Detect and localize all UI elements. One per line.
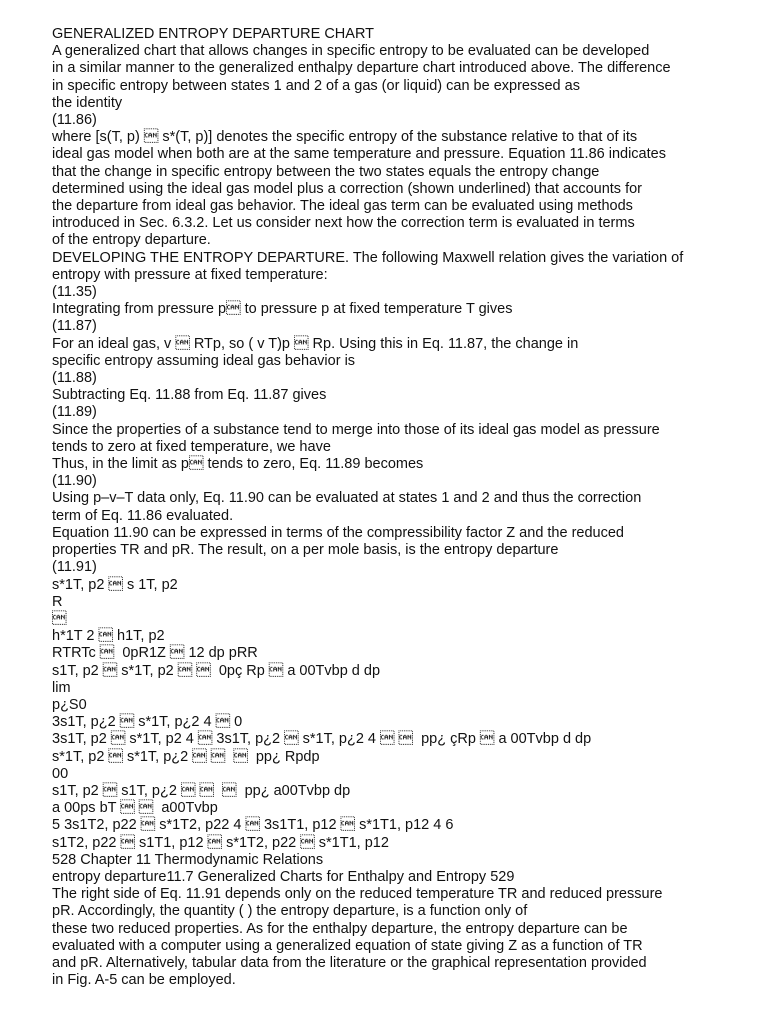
text-line: 5 3s1T2, p22  s*1T2, p22 4  3s1T1, p12  s*1T1, p12 4 6: [52, 817, 454, 834]
text-line: s1T, p2  s*1T, p2   0pç Rp  a 00Tvbp d dp: [52, 662, 381, 679]
document-body: [52, 26, 752, 989]
text-line: a 00ps bT   a00Tvbp: [52, 800, 218, 817]
text-line: ideal gas model when both are at the same temperature and pressure. Equation 11.86 indicates: [52, 146, 666, 163]
text-line: s1T, p2  s1T, p¿2    pp¿ a00Tvbp dp: [52, 782, 351, 799]
text-line: in specific entropy between states 1 and 2 of a gas (or liquid) can be expressed as: [52, 77, 580, 94]
text-line: 528 Chapter 11 Thermodynamic Relations: [52, 851, 324, 868]
text-line: DEVELOPING THE ENTROPY DEPARTURE. The following Maxwell relation gives the variation of: [52, 249, 684, 266]
text-line: Using p–v–T data only, Eq. 11.90 can be evaluated at states 1 and 2 and thus the correction: [52, 490, 642, 507]
text-line: properties TR and pR. The result, on a per mole basis, is the entropy departure: [52, 542, 559, 559]
text-line: 00: [52, 765, 69, 782]
text-line: h*1T 2  h1T, p2: [52, 628, 165, 645]
text-line: s1T2, p22  s1T1, p12  s*1T2, p22  s*1T1, p12: [52, 834, 389, 851]
text-line: term of Eq. 11.86 evaluated.: [52, 507, 234, 524]
text-line: The right side of Eq. 11.91 depends only on the reduced temperature TR and reduced pressure: [52, 886, 663, 903]
text-line: Integrating from pressure p to pressure p at fixed temperature T gives: [52, 301, 513, 318]
text-line: Since the properties of a substance tend to merge into those of its ideal gas model as pressure: [52, 421, 660, 438]
text-line: Subtracting Eq. 11.88 from Eq. 11.87 gives: [52, 387, 327, 404]
text-line: (11.89): [52, 404, 97, 421]
text-line: that the change in specific entropy between the two states equals the entropy change: [52, 163, 600, 180]
text-line: evaluated with a computer using a generalized equation of state giving Z as a function of TR: [52, 937, 643, 954]
text-line: R: [52, 593, 63, 610]
text-line: in Fig. A-5 can be employed.: [52, 972, 236, 989]
text-line: Equation 11.90 can be expressed in terms of the compressibility factor Z and the reduced: [52, 524, 624, 541]
text-line: (11.87): [52, 318, 97, 335]
text-line: in a similar manner to the generalized enthalpy departure chart introduced above. The difference: [52, 60, 671, 77]
text-line: p¿S0: [52, 696, 87, 713]
text-line: A generalized chart that allows changes in specific entropy to be evaluated can be developed: [52, 43, 650, 60]
text-line: s*1T, p2  s*1T, p¿2    pp¿ Rpdp: [52, 748, 320, 765]
text-line: of the entropy departure.: [52, 232, 211, 249]
text-line: Thus, in the limit as p tends to zero, Eq. 11.89 becomes: [52, 456, 424, 473]
text-line: pR. Accordingly, the quantity ( ) the entropy departure, is a function only of: [52, 903, 528, 920]
text-line: (11.35): [52, 284, 97, 301]
text-line: 3s1T, p¿2  s*1T, p¿2 4  0: [52, 714, 243, 731]
text-line: (11.91): [52, 559, 97, 576]
text-line: RTRTc  0pR1Z  12 dp pRR: [52, 645, 258, 662]
text-line: the departure from ideal gas behavior. The ideal gas term can be evaluated using methods: [52, 198, 633, 215]
text-line: : [52, 610, 67, 627]
text-line: 3s1T, p2  s*1T, p2 4  3s1T, p¿2  s*1T, p¿2 4   pp¿ çRp  a 00Tvbp d dp: [52, 731, 592, 748]
text-line: these two reduced properties. As for the enthalpy departure, the entropy departure can be: [52, 920, 628, 937]
text-line: and pR. Alternatively, tabular data from the literature or the graphical representation provided: [52, 954, 647, 971]
text-line: s*1T, p2  s 1T, p2: [52, 576, 178, 593]
text-line: lim: [52, 679, 71, 696]
text-line: the identity: [52, 94, 123, 111]
text-line: (11.90): [52, 473, 97, 490]
text-line: determined using the ideal gas model plus a correction (shown underlined) that accounts for: [52, 180, 643, 197]
text-line: tends to zero at fixed temperature, we have: [52, 438, 331, 455]
text-line: entropy with pressure at fixed temperature:: [52, 266, 328, 283]
text-line: introduced in Sec. 6.3.2. Let us consider next how the correction term is evaluated in terms: [52, 215, 635, 232]
text-line: GENERALIZED ENTROPY DEPARTURE CHART: [52, 26, 375, 42]
text-line: (11.86): [52, 112, 97, 129]
text-line: where [s(T, p)  s*(T, p)] denotes the specific entropy of the substance relative to that of its: [52, 129, 638, 146]
text-line: For an ideal gas, v  RTp, so ( v T)p  Rp. Using this in Eq. 11.87, the change in: [52, 335, 579, 352]
text-line: specific entropy assuming ideal gas behavior is: [52, 352, 356, 369]
text-line: entropy departure11.7 Generalized Charts for Enthalpy and Entropy 529: [52, 868, 515, 885]
text-line: (11.88): [52, 370, 97, 387]
